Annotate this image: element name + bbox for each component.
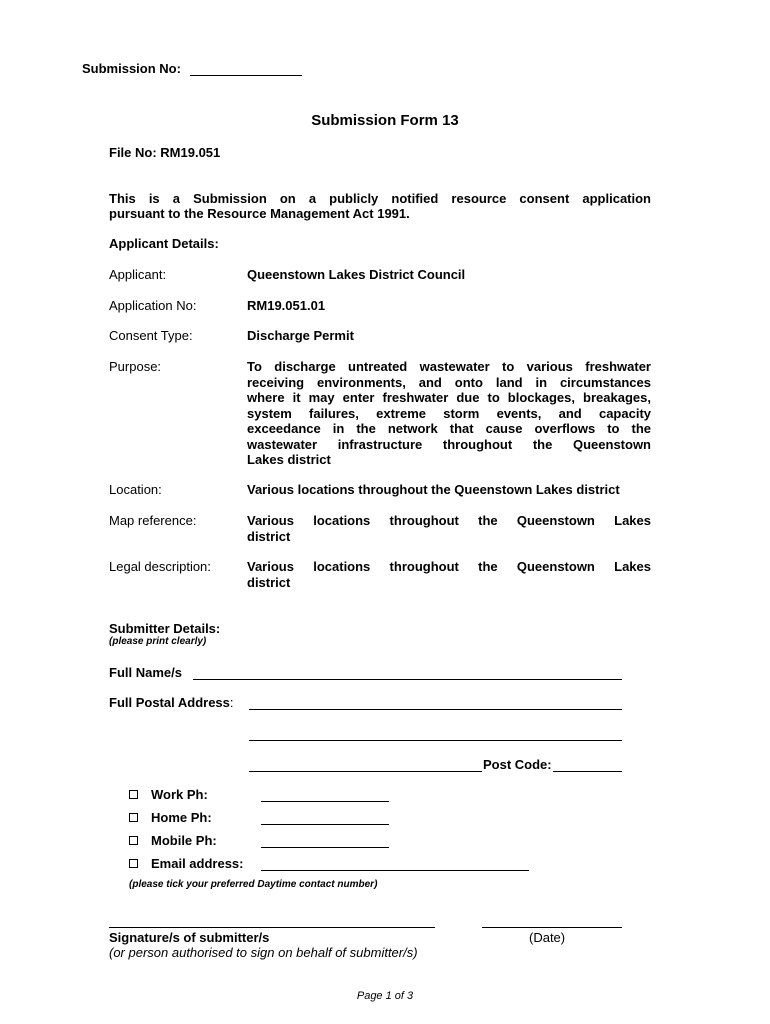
full-name-label: Full Name/s: [109, 665, 182, 680]
post-code-label: Post Code:: [483, 757, 552, 772]
purpose-line-7: Lakes district: [247, 452, 331, 467]
signature-line[interactable]: [109, 927, 435, 928]
full-postal-address-label: Full Postal Address: [109, 695, 230, 710]
date-line[interactable]: [482, 927, 622, 928]
legal-description-line-2: district: [247, 575, 291, 590]
map-reference-line-2: district: [247, 529, 291, 544]
date-label: (Date): [529, 930, 566, 945]
mobile-ph-checkbox[interactable]: [129, 836, 138, 845]
intro-line-1: This is a Submission on a publicly notified resource consent application: [109, 191, 651, 206]
legal-description-line-1: Various locations throughout the Queenstown Lakes: [247, 559, 651, 574]
submitter-details-heading: Submitter Details:: [109, 621, 221, 636]
application-no-value: RM19.051.01: [247, 298, 326, 313]
email-checkbox[interactable]: [129, 859, 138, 868]
purpose-line-6: wastewater infrastructure throughout the Queenstown: [247, 437, 651, 452]
applicant-details-heading: Applicant Details:: [109, 236, 219, 251]
home-ph-label: Home Ph:: [151, 810, 212, 825]
map-reference-label: Map reference:: [109, 513, 197, 528]
form-title: Submission Form 13: [311, 112, 459, 129]
application-no-label: Application No:: [109, 298, 197, 313]
page-number: Page 1 of 3: [356, 990, 414, 1002]
applicant-label: Applicant:: [109, 267, 167, 282]
postal-address-line-2[interactable]: [249, 740, 622, 741]
email-label: Email address:: [151, 856, 244, 871]
full-postal-address-label-wrap: [109, 695, 234, 710]
purpose-line-1: To discharge untreated wastewater to various freshwater: [247, 359, 651, 374]
location-value: Various locations throughout the Queenstown Lakes district: [247, 482, 620, 497]
email-line[interactable]: [261, 870, 529, 871]
mobile-ph-label: Mobile Ph:: [151, 833, 217, 848]
map-reference-line-1: Various locations throughout the Queenstown Lakes: [247, 513, 651, 528]
contact-note: (please tick your preferred Daytime contact number): [129, 879, 378, 890]
full-postal-address-colon: :: [229, 695, 234, 710]
mobile-ph-line[interactable]: [261, 847, 389, 848]
postal-address-line-1[interactable]: [249, 709, 622, 710]
home-ph-checkbox[interactable]: [129, 813, 138, 822]
legal-description-label: Legal description:: [109, 559, 211, 574]
purpose-line-5: exceedance in the network that cause overflows to the: [247, 421, 651, 436]
home-ph-line[interactable]: [261, 824, 389, 825]
full-name-line[interactable]: [193, 679, 622, 680]
purpose-line-2: receiving environments, and onto land in circumstances: [247, 375, 651, 390]
submission-no-line[interactable]: [190, 75, 302, 76]
consent-type-label: Consent Type:: [109, 328, 193, 343]
signature-label: Signature/s of submitter/s: [109, 930, 270, 945]
print-clearly-note: (please print clearly): [109, 636, 207, 647]
work-ph-checkbox[interactable]: [129, 790, 138, 799]
file-no: File No: RM19.051: [109, 145, 221, 160]
purpose-line-3: where it may enter freshwater due to blockages, breakages,: [247, 390, 651, 405]
submission-no-label: Submission No:: [82, 61, 181, 76]
signature-note: (or person authorised to sign on behalf of submitter/s): [109, 945, 418, 960]
work-ph-label: Work Ph:: [151, 787, 208, 802]
purpose-line-4: system failures, extreme storm events, and capacity: [247, 406, 651, 421]
intro-line-2: pursuant to the Resource Management Act 1991.: [109, 206, 410, 221]
purpose-label: Purpose:: [109, 359, 162, 374]
postal-address-line-3[interactable]: [249, 771, 622, 772]
consent-type-value: Discharge Permit: [247, 328, 354, 343]
work-ph-line[interactable]: [261, 801, 389, 802]
location-label: Location:: [109, 482, 162, 497]
applicant-value: Queenstown Lakes District Council: [247, 267, 466, 282]
